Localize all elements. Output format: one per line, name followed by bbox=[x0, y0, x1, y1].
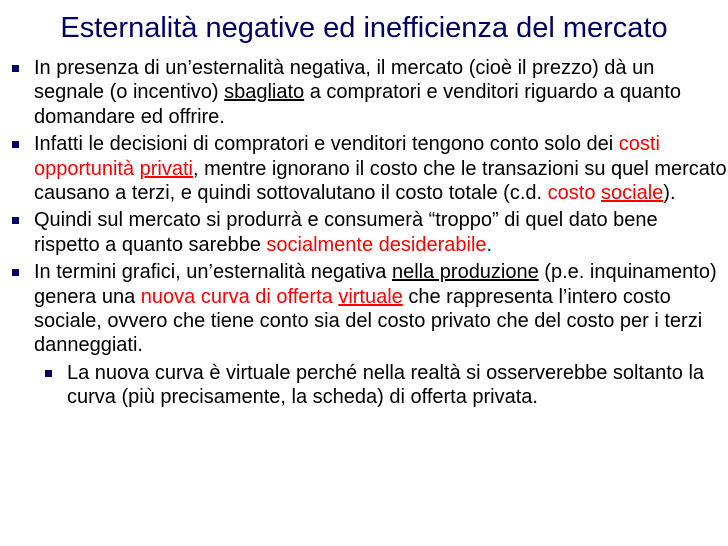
bullet-text: che rappresenta l’intero costo sociale, ovvero che tiene conto sia del costo privato che del costo per i terzi danneggiati. bbox=[34, 285, 703, 357]
bullet-list bbox=[0, 56, 728, 410]
highlighted-term: privati bbox=[139, 157, 193, 180]
highlighted-term: costi opportunità bbox=[34, 133, 660, 180]
sub-bullet-text: La nuova curva è virtuale perché nella realtà si osserverebbe soltanto la curva (più precisamente, la scheda) di offerta privata. bbox=[67, 361, 705, 409]
bullet-item-2 bbox=[0, 132, 728, 205]
bullet-text: Infatti le decisioni di compratori e venditori tengono conto solo dei bbox=[34, 133, 619, 156]
slide-title: Esternalità negative ed inefficienza del mercato bbox=[60, 12, 668, 44]
bullet-item-3 bbox=[0, 208, 728, 257]
bullet-text: (p.e. inquinamento) genera una bbox=[34, 261, 717, 308]
square-bullet-icon bbox=[45, 370, 52, 377]
bullet-text: a compratori e venditori riguardo a quanto domandare ed offrire. bbox=[34, 81, 682, 128]
highlighted-term: sociale bbox=[601, 182, 664, 205]
bullet-text: , mentre ignorano il costo che le transazioni su quel mercato causano a terzi, e quindi sottovalutano il costo totale (c.d. bbox=[34, 157, 727, 205]
underlined-term: sbagliato bbox=[224, 81, 305, 104]
square-bullet-icon bbox=[12, 141, 19, 148]
bullet-item-1 bbox=[0, 56, 728, 129]
bullet-text: ). bbox=[663, 182, 676, 205]
bullet-text: . bbox=[486, 233, 493, 256]
square-bullet-icon bbox=[12, 65, 19, 72]
highlighted-term: nuova curva di offerta bbox=[140, 285, 333, 308]
highlighted-term: costo bbox=[547, 182, 596, 205]
bullet-text: In termini grafici, un’esternalità negativa bbox=[34, 261, 392, 284]
underlined-term: nella produzione bbox=[391, 261, 539, 284]
square-bullet-icon bbox=[12, 217, 19, 224]
square-bullet-icon bbox=[12, 269, 19, 276]
bullet-item-4 bbox=[0, 260, 728, 358]
highlighted-term: virtuale bbox=[338, 285, 403, 308]
bullet-text: Quindi sul mercato si produrrà e consumerà “troppo” di quel dato bene rispetto a quanto sarebbe bbox=[34, 209, 658, 256]
bullet-text: In presenza di un’esternalità negativa, il mercato (cioè il prezzo) dà un segnale (o incentivo) bbox=[34, 57, 655, 104]
sub-bullet-item bbox=[0, 361, 728, 410]
highlighted-term: socialmente desiderabile bbox=[266, 233, 487, 256]
